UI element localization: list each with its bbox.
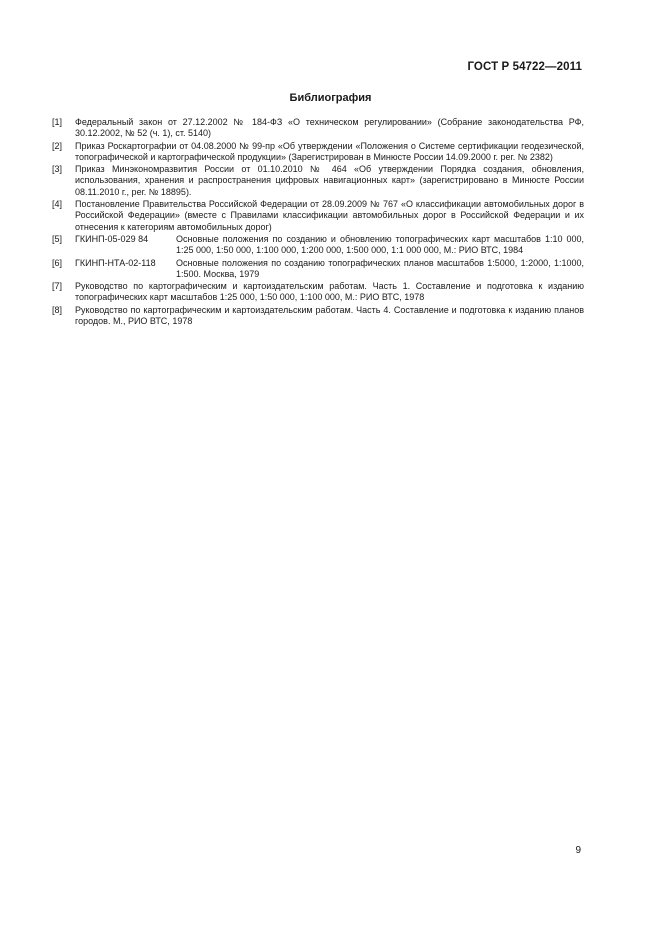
bibliography-entry <box>52 258 584 281</box>
entry-text: Руководство по картографическим и картоиздательским работам. Часть 1. Составление и подготовка к изданию топографических карт масштабов 1:25 000, 1:50 000, 1:100 000, М.: РИО ВТС, 1978 <box>75 281 584 303</box>
entry-number: [8] <box>52 304 63 315</box>
bibliography-entry <box>52 305 584 328</box>
bibliography-entry <box>52 117 584 140</box>
entry-body <box>75 234 584 257</box>
entry-document-code: ГКИНП-05-029 84 <box>75 233 149 244</box>
entry-number: [3] <box>52 164 63 175</box>
entry-text: Федеральный закон от 27.12.2002 № 184-ФЗ «О техническом регулировании» (Собрание законодательства РФ, 30.12.2002, № 52 (ч. 1), ст. 5140) <box>75 117 584 139</box>
entry-text: Приказ Роскартографии от 04.08.2000 № 99-пр «Об утверждении «Положения о Системе сертификации геодезической, топографической и картографической продукции» (Зарегистрирован в Минюсте России 14.09.2000 г. рег. № 2382) <box>75 140 584 162</box>
entry-text: Руководство по картографическим и картоиздательским работам. Часть 4. Составление и подготовка к изданию планов городов. М., РИО ВТС, 1978 <box>75 304 584 327</box>
entry-number: [7] <box>52 281 63 292</box>
bibliography-entry <box>52 234 584 257</box>
entry-number: [5] <box>52 233 63 244</box>
page-number: 9 <box>575 845 581 856</box>
bibliography-entry <box>52 281 584 304</box>
entry-text: Основные положения по созданию и обновлению топографических карт масштабов 1:10 000, 1:25 000, 1:50 000, 1:100 000, 1:200 000, 1:500 000, 1:1 000 000, М.: РИО ВТС, 1984 <box>176 233 584 256</box>
entry-document-code: ГКИНП-НТА-02-118 <box>75 257 156 268</box>
bibliography-entry <box>52 199 584 233</box>
entry-text: Основные положения по созданию топографических планов масштабов 1:5000, 1:2000, 1:1000, 1:500. Москва, 1979 <box>176 257 584 279</box>
entry-text: Постановление Правительства Российской Федерации от 28.09.2009 № 767 «О классификации автомобильных дорог в Российской Федерации» (вместе с Правилами классификации автомобильных дорог в Российской Федерации и их отнесения к категориям автомобильных дорог) <box>75 199 584 232</box>
entry-number: [6] <box>52 257 63 268</box>
entry-body <box>75 258 584 281</box>
bibliography-entry <box>52 141 584 164</box>
entry-text: Приказ Минэкономразвития России от 01.10.2010 № 464 «Об утверждении Порядка создания, обновления, использования, хранения и распространения цифровых навигационных карт» (зарегистрировано в Минюсте России 08.11.2010 г., рег. № 18895). <box>75 164 584 197</box>
bibliography-list <box>52 117 584 328</box>
section-title: Библиография <box>289 92 372 104</box>
bibliography-entry <box>52 164 584 198</box>
entry-number: [2] <box>52 140 63 151</box>
document-standard-code: ГОСТ Р 54722—2011 <box>467 61 582 73</box>
entry-number: [4] <box>52 199 63 210</box>
entry-number: [1] <box>52 117 63 127</box>
